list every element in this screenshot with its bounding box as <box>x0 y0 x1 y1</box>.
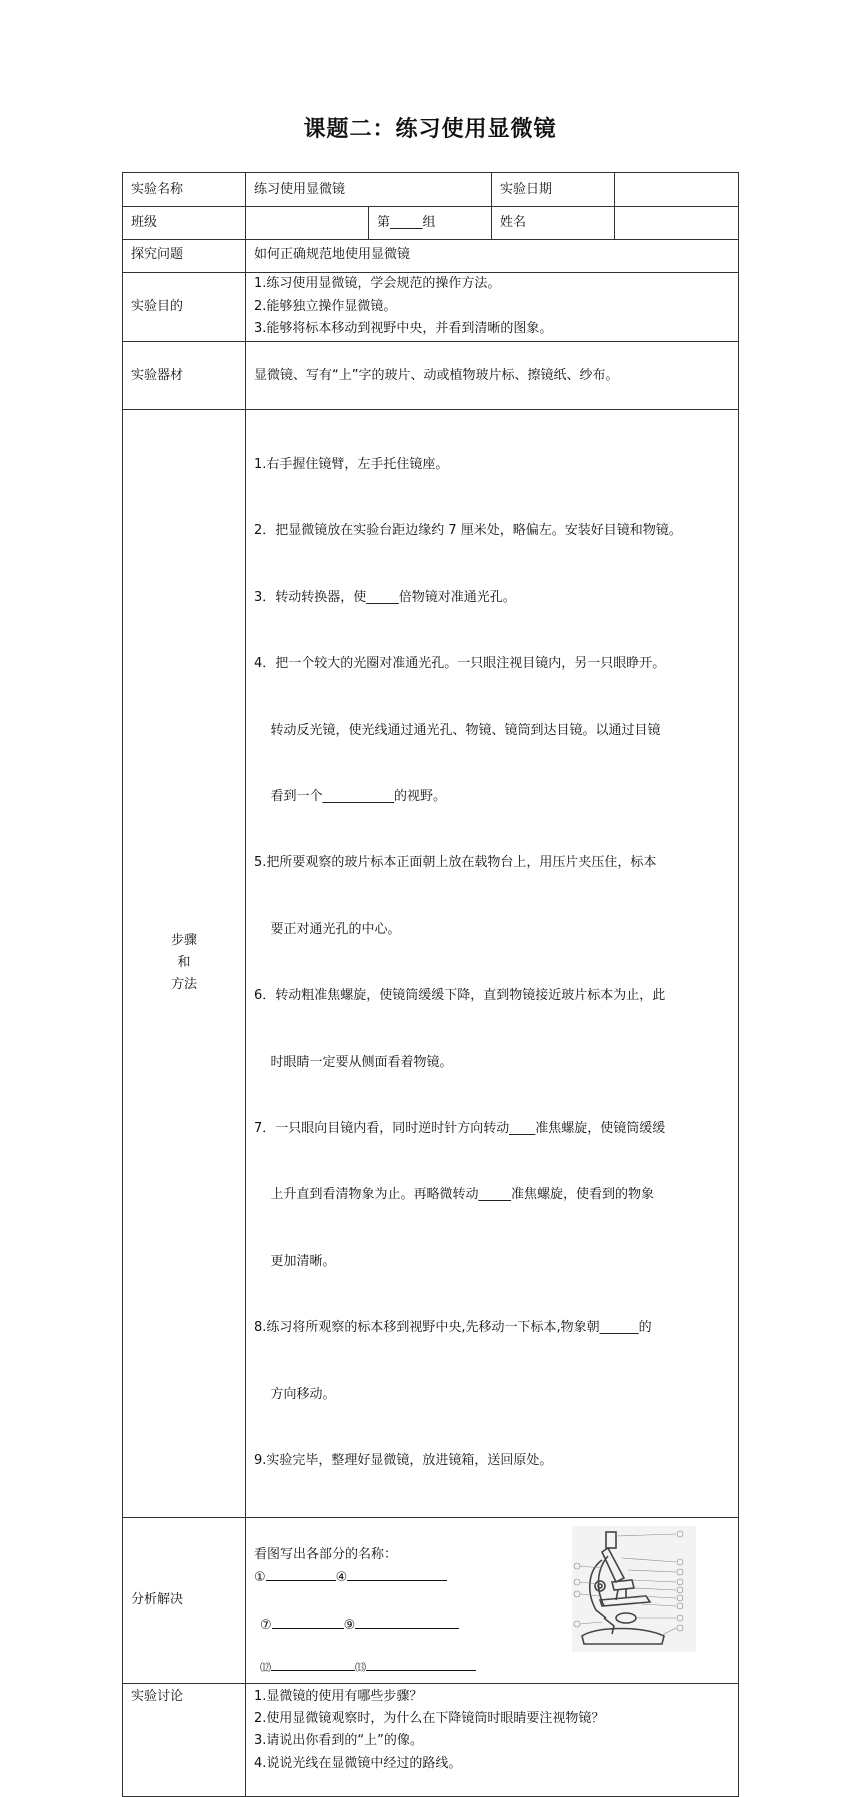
question-label: 探究问题 <box>123 240 246 273</box>
steps-label-line: 方法 <box>170 977 197 993</box>
step-line: 8.练习将所观察的标本移到视野中央,先移动一下标本,物象朝______的 <box>254 1320 652 1336</box>
answer-row <box>254 1566 447 1589</box>
step-line: 方向移动。 <box>254 1386 336 1402</box>
list-item: 1.练习使用显微镜，学会规范的操作方法。 <box>254 276 501 292</box>
answer-blank[interactable] <box>355 1614 459 1629</box>
part-number: ⑨ <box>343 1617 356 1633</box>
step-line: 1.右手握住镜臂，左手托住镜座。 <box>254 457 449 472</box>
page-title: 课题二：练习使用显微镜 <box>303 117 557 142</box>
purpose-list <box>254 273 730 340</box>
analysis-label: 分析解决 <box>123 1517 246 1683</box>
answer-blank[interactable] <box>366 1656 476 1671</box>
list-item: 2.能够独立操作显微镜。 <box>254 298 397 314</box>
analysis-prompt: 看图写出各部分的名称： <box>254 1546 398 1562</box>
step-line: 9.实验完毕，整理好显微镜，放进镜箱，送回原处。 <box>254 1453 553 1469</box>
step-line: 要正对通光孔的中心。 <box>254 921 401 937</box>
analysis-cell <box>246 1517 739 1683</box>
step-line: 时眼睛一定要从侧面看着物镜。 <box>254 1054 453 1070</box>
steps-cell <box>246 410 739 1518</box>
steps-label <box>123 410 246 1518</box>
part-number: ④ <box>335 1569 348 1585</box>
part-number: ⒀ <box>355 1660 366 1674</box>
list-item: 4.说说光线在显微镜中经过的路线。 <box>254 1755 462 1771</box>
steps-label-line: 步骤 <box>170 933 197 949</box>
step-line: 6．转动粗准焦螺旋，使镜筒缓缓下降，直到物镜接近玻片标本为止，此 <box>254 988 666 1004</box>
step-line: 转动反光镜，使光线通过通光孔、物镜、镜筒到达目镜。以通过目镜 <box>254 722 661 738</box>
answer-blank[interactable] <box>266 1566 336 1581</box>
experiment-name-value: 练习使用显微镜 <box>246 173 492 207</box>
student-name-field[interactable] <box>615 207 739 240</box>
microscope-diagram <box>572 1526 696 1652</box>
steps-list <box>254 410 730 1517</box>
experiment-date-label: 实验日期 <box>492 173 615 207</box>
materials-value: 显微镜、写有“上”字的玻片、动或植物玻片标、擦镜纸、纱布。 <box>246 342 739 410</box>
answer-blank[interactable] <box>271 1656 355 1671</box>
experiment-record-table <box>122 172 739 1797</box>
part-number: ⑿ <box>260 1660 271 1674</box>
purpose-cell <box>246 273 739 342</box>
experiment-name-label: 实验名称 <box>123 173 246 207</box>
step-line: 2．把显微镜放在实验台距边缘约 7 厘米处，略偏左。安装好目镜和物镜。 <box>254 523 682 539</box>
step-line: 看到一个___________的视野。 <box>254 789 447 805</box>
list-item: 2.使用显微镜观察时，为什么在下降镜筒时眼睛要注视物镜？ <box>254 1710 605 1726</box>
step-line: 7．一只眼向目镜内看，同时逆时针方向转动____准焦螺旋，使镜筒缓缓 <box>254 1121 666 1137</box>
question-value: 如何正确规范地使用显微镜 <box>246 240 739 273</box>
discussion-label: 实验讨论 <box>123 1683 246 1796</box>
discussion-cell <box>246 1683 739 1796</box>
answer-blank[interactable] <box>272 1614 344 1629</box>
list-item: 3.能够将标本移动到视野中央，并看到清晰的图象。 <box>254 321 553 337</box>
step-line: 上升直到看清物象为止。再略微转动_____准焦螺旋，使看到的物象 <box>254 1187 655 1203</box>
student-name-label: 姓名 <box>492 207 615 240</box>
part-number: ① <box>254 1569 266 1585</box>
answer-row <box>260 1656 476 1679</box>
discussion-list <box>254 1686 730 1776</box>
group-label: 第_____组 <box>369 207 492 240</box>
class-label: 班级 <box>123 207 246 240</box>
part-number: ⑦ <box>260 1617 272 1633</box>
list-item: 3.请说出你看到的“上”的像。 <box>254 1733 423 1749</box>
step-line: 3．转动转换器，使_____倍物镜对准通光孔。 <box>254 589 516 605</box>
list-item: 1.显微镜的使用有哪些步骤？ <box>254 1688 423 1704</box>
step-line: 4．把一个较大的光圈对准通光孔。一只眼注视目镜内，另一只眼睁开。 <box>254 656 666 672</box>
class-field[interactable] <box>246 207 369 240</box>
experiment-date-field[interactable] <box>615 173 739 207</box>
answer-blank[interactable] <box>347 1566 447 1581</box>
materials-label: 实验器材 <box>123 342 246 410</box>
step-line: 更加清晰。 <box>254 1253 336 1269</box>
steps-label-line: 和 <box>177 955 191 971</box>
step-line: 5.把所要观察的玻片标本正面朝上放在载物台上，用压片夹压住，标本 <box>254 855 657 871</box>
answer-row <box>260 1614 459 1637</box>
analysis-area <box>254 1518 730 1682</box>
purpose-label: 实验目的 <box>123 273 246 342</box>
